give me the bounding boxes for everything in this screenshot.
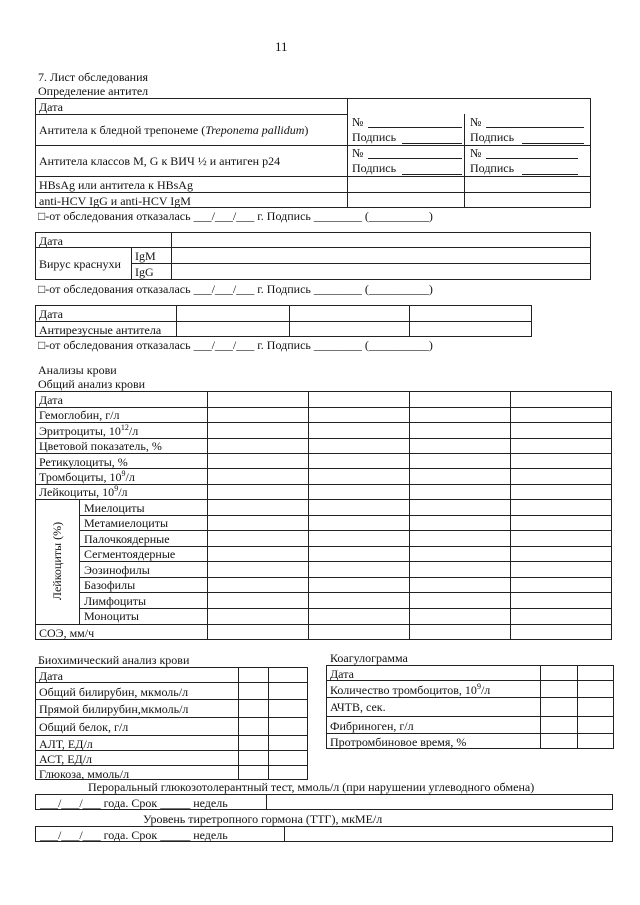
coag-date-label: Дата <box>330 667 354 681</box>
platelet-count-label: Количество тромбоцитов, $10^9/л$ <box>330 682 491 697</box>
esr-label: СОЭ, мм/ч <box>39 626 95 640</box>
segmented-neutrophils-label: Сегментоядерные <box>84 547 176 561</box>
antibodies-date-label: Дата <box>39 100 63 114</box>
record-number-field[interactable]: № <box>352 115 364 129</box>
erythrocytes-label: Эритроциты, $10^{12}/л$ <box>39 423 139 438</box>
rubella-virus-label: Вирус краснухи <box>39 257 121 271</box>
band-neutrophils-label: Палочкоядерные <box>84 532 170 546</box>
rhesus-date-label: Дата <box>39 307 63 321</box>
record-number-field[interactable]: № <box>470 115 482 129</box>
ogtt-date-line[interactable]: ___/___/___ года. Срок _____ недель <box>40 796 228 810</box>
refusal-line[interactable]: □-от обследования отказалась ___/___/___ г. Подпись ________ (__________) <box>38 338 433 352</box>
section-heading: 7. Лист обследования <box>38 70 149 84</box>
total-protein-label: Общий белок, г/л <box>39 720 129 734</box>
direct-bilirubin-label: Прямой билирубин,мкмоль/л <box>39 702 189 716</box>
blood-date-label: Дата <box>39 393 63 407</box>
hemoglobin-label: Гемоглобин, г/л <box>39 408 120 422</box>
record-number-field[interactable]: № <box>470 146 482 160</box>
biochem-heading: Биохимический анализ крови <box>38 653 190 667</box>
prothrombin-time-label: Протромбиновое время, % <box>330 735 467 749</box>
monocytes-label: Моноциты <box>84 609 139 623</box>
signature-field[interactable]: Подпись <box>470 161 515 175</box>
coag-heading: Коагулограмма <box>330 651 408 665</box>
thrombocytes-label: Тромбоциты, $10^9/л$ <box>39 469 135 484</box>
section-subheading: Определение антител <box>38 84 149 98</box>
aptt-label: АЧТВ, сек. <box>330 700 386 714</box>
rhesus-label: Антирезусные антитела <box>39 323 162 337</box>
myelocytes-label: Миелоциты <box>84 501 145 515</box>
alt-label: АЛТ, ЕД/л <box>39 737 93 751</box>
ast-label: АСТ, ЕД/л <box>39 752 93 766</box>
eosinophils-label: Эозинофилы <box>84 563 150 577</box>
total-bilirubin-label: Общий билирубин, мкмоль/л <box>39 685 189 699</box>
hiv-label: Антитела классов M, G к ВИЧ ½ и антиген р24 <box>39 154 281 168</box>
signature-field[interactable]: Подпись <box>352 130 397 144</box>
rubella-date-label: Дата <box>39 234 63 248</box>
biochem-date-label: Дата <box>39 669 63 683</box>
metamyelocytes-label: Метамиелоциты <box>84 516 169 530</box>
tsh-heading: Уровень тиретропного гормона (ТТГ), мкМЕ/л <box>143 812 383 826</box>
refusal-line[interactable]: □-от обследования отказалась ___/___/___ г. Подпись ________ (__________) <box>38 282 433 296</box>
igm-label: IgM <box>135 249 156 263</box>
blood-subheading: Общий анализ крови <box>38 377 146 391</box>
leukocytes-label: Лейкоциты, $10^9/л$ <box>39 484 128 499</box>
lymphocytes-label: Лимфоциты <box>84 594 147 608</box>
page-number: 11 <box>275 39 288 54</box>
reticulocytes-label: Ретикулоциты, % <box>39 455 128 469</box>
tsh-date-line[interactable]: ___/___/___ года. Срок _____ недель <box>40 828 228 842</box>
color-index-label: Цветовой показатель, % <box>39 439 162 453</box>
treponema-label: Антитела к бледной трепонеме (Treponema pallidum) <box>39 123 309 137</box>
signature-field[interactable]: Подпись <box>470 130 515 144</box>
ogtt-heading: Пероральный глюкозотолерантный тест, ммоль/л (при нарушении углеводного обмена) <box>88 780 535 794</box>
glucose-label: Глюкоза, ммоль/л <box>39 767 130 781</box>
signature-field[interactable]: Подпись <box>352 161 397 175</box>
record-number-field[interactable]: № <box>352 146 364 160</box>
hbsag-label: HBsAg или антитела к HBsAg <box>39 178 193 192</box>
basophils-label: Базофилы <box>84 578 136 592</box>
refusal-line[interactable]: □-от обследования отказалась ___/___/___ г. Подпись ________ (__________) <box>38 209 433 223</box>
hcv-label: anti-HCV IgG и anti-HCV IgM <box>39 194 191 208</box>
igg-label: IgG <box>135 265 154 279</box>
fibrinogen-label: Фибриноген, г/л <box>330 719 414 733</box>
leukocytes-group-label: Лейкоциты (%) <box>50 521 64 601</box>
blood-heading: Анализы крови <box>38 363 117 377</box>
